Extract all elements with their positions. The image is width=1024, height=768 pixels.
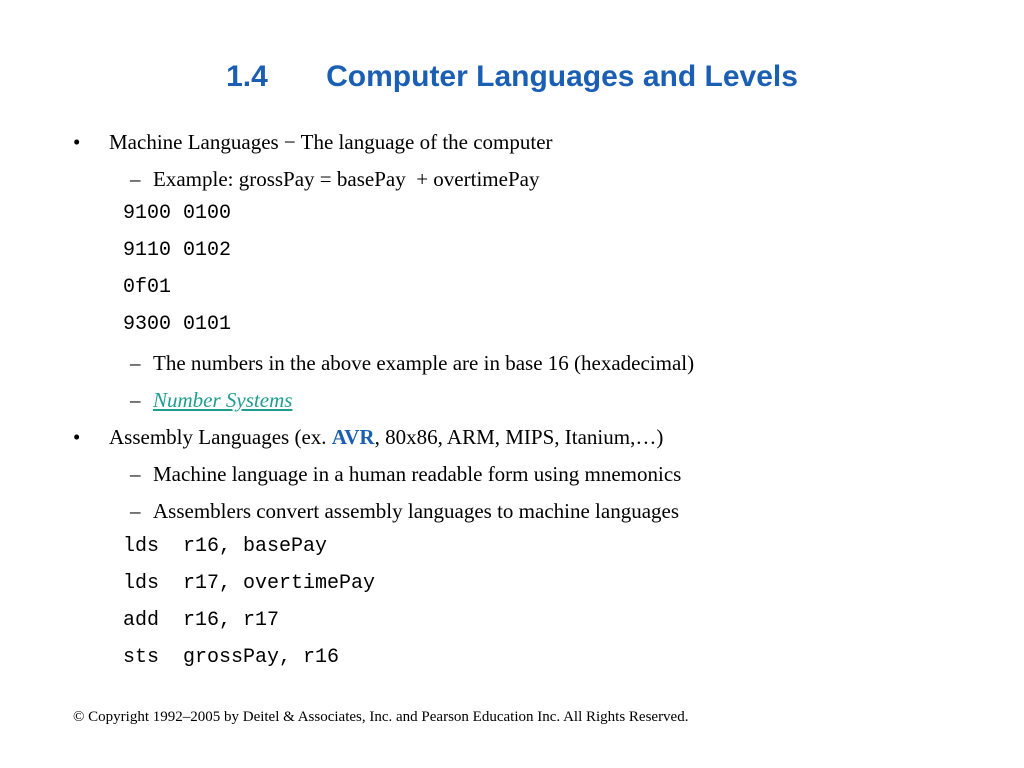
assembly-prefix: Assembly Languages (ex. [109, 425, 332, 449]
slide-title: 1.4 Computer Languages and Levels [226, 60, 798, 93]
assembly-suffix: , 80x86, ARM, MIPS, Itanium,…) [374, 425, 664, 449]
assembly-code-line: sts grossPay, r16 [123, 646, 340, 669]
assembly-code-line: lds r17, overtimePay [123, 572, 376, 595]
machine-languages-bullet: Machine Languages − The language of the computer [109, 130, 553, 154]
mnemonics-text: Machine language in a human readable form using mnemonics [153, 462, 682, 486]
assembly-languages-bullet [109, 425, 663, 449]
bullet-icon: • [73, 425, 81, 449]
dash-icon: – [130, 167, 141, 191]
dash-icon: – [130, 388, 141, 412]
machine-code-line: 9110 0102 [123, 239, 232, 262]
avr-link[interactable]: AVR [331, 425, 375, 449]
dash-icon: – [130, 351, 141, 375]
assembly-code-line: add r16, r17 [123, 609, 280, 632]
bullet-icon: • [73, 130, 81, 154]
assembly-code-line: lds r16, basePay [123, 535, 328, 558]
assemblers-text: Assemblers convert assembly languages to machine languages [153, 499, 680, 523]
copyright-footer: © Copyright 1992–2005 by Deitel & Associates, Inc. and Pearson Education Inc. All Rights Reserved. [73, 709, 689, 725]
machine-code-line: 9300 0101 [123, 313, 232, 336]
machine-code-line: 9100 0100 [123, 202, 232, 225]
example-text: Example: grossPay = basePay + overtimePay [153, 167, 540, 191]
number-systems-link[interactable]: Number Systems [153, 388, 293, 412]
dash-icon: – [130, 462, 141, 486]
dash-icon: – [130, 499, 141, 523]
hex-note: The numbers in the above example are in base 16 (hexadecimal) [153, 351, 695, 375]
machine-code-line: 0f01 [123, 276, 172, 299]
